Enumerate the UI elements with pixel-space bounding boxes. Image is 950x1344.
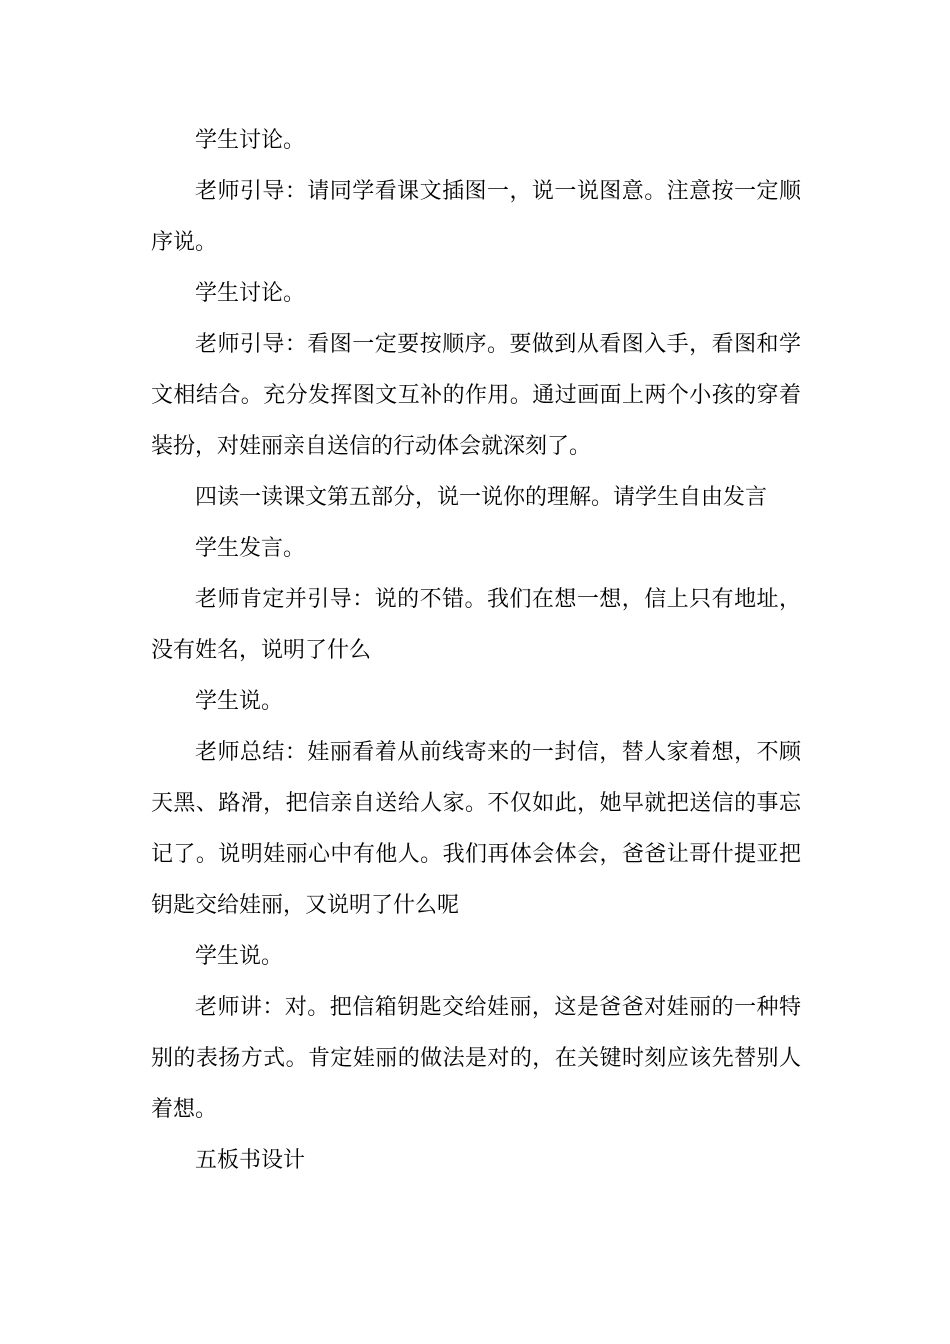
paragraph-section-five-blackboard: 五板书设计: [195, 1148, 306, 1173]
paragraph-student-says-2: 学生说。: [195, 944, 284, 969]
paragraph-student-says-1: 学生说。: [195, 689, 284, 714]
paragraph-student-speech: 学生发言。: [195, 536, 306, 561]
paragraph-teacher-explains: 老师讲：对。把信箱钥匙交给娃丽，这是爸爸对娃丽的一种特别的表扬方式。肯定娃丽的做法是对的，在关键时刻应该先替别人着想。: [151, 995, 801, 1122]
document-body: [151, 115, 801, 1186]
paragraph-teacher-affirm: 老师肯定并引导：说的不错。我们在想一想，信上只有地址，没有姓名，说明了什么: [151, 587, 801, 663]
paragraph-teacher-summary: 老师总结：娃丽看着从前线寄来的一封信，替人家着想，不顾天黑、路滑，把信亲自送给人家。不仅如此，她早就把送信的事忘记了。说明娃丽心中有他人。我们再体会体会，爸爸让哥什提亚把钥匙交给娃丽，又说明了什么呢: [151, 740, 801, 918]
paragraph-teacher-guide-illustration: 老师引导：请同学看课文插图一，说一说图意。注意按一定顺序说。: [151, 179, 801, 255]
paragraph-section-four: 四读一读课文第五部分，说一说你的理解。请学生自由发言: [195, 485, 768, 510]
paragraph-student-discussion-1: 学生讨论。: [195, 128, 306, 153]
paragraph-teacher-guide-order: 老师引导：看图一定要按顺序。要做到从看图入手，看图和学文相结合。充分发挥图文互补的作用。通过画面上两个小孩的穿着装扮，对娃丽亲自送信的行动体会就深刻了。: [151, 332, 801, 459]
paragraph-student-discussion-2: 学生讨论。: [195, 281, 306, 306]
